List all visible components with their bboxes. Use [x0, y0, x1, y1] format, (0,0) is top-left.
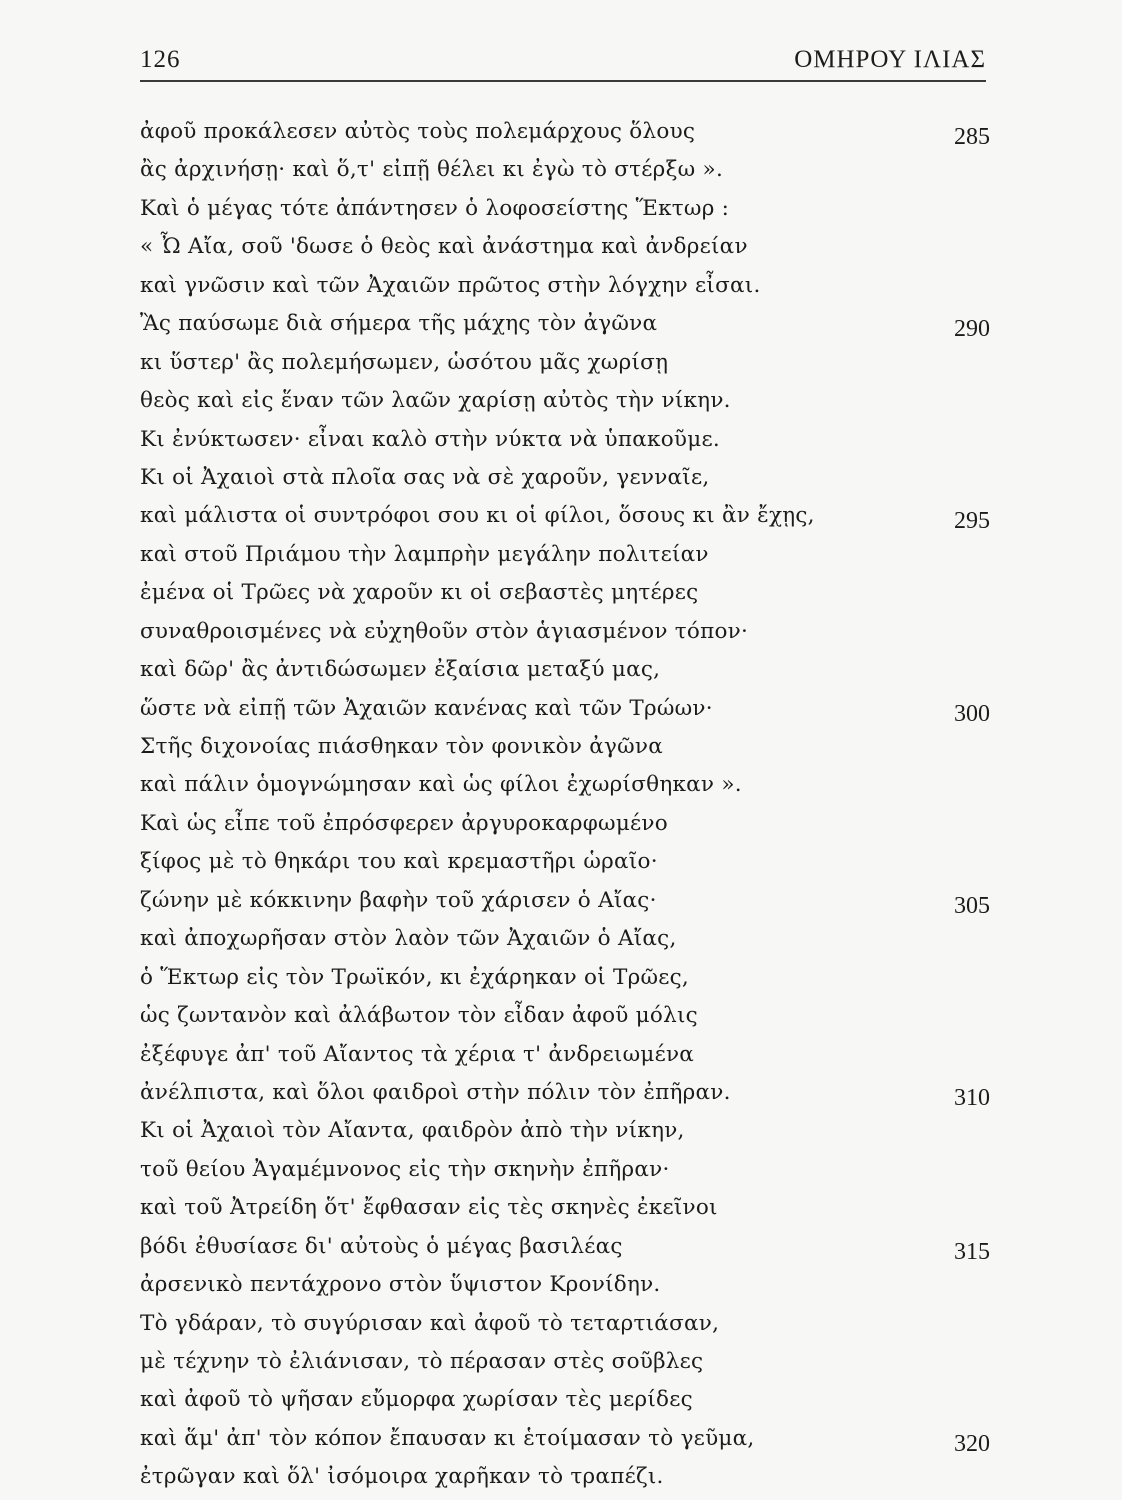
- verse-text: καὶ δῶρ' ἂς ἀντιδώσωμεν ἐξαίσια μεταξύ μας,: [140, 657, 661, 683]
- verse-text: καὶ μάλιστα οἱ συντρόφοι σου κι οἱ φίλοι, ὅσους κι ἂν ἔχῃς,: [140, 503, 815, 529]
- verse-line: [140, 1420, 990, 1458]
- verse-line: [140, 728, 990, 766]
- line-number: 300: [954, 700, 990, 727]
- verse-line: [140, 882, 990, 920]
- verse-line: [140, 421, 990, 459]
- verse-text: συναθροισμένες νὰ εὐχηθοῦν στὸν ἁγιασμένον τόπον·: [140, 618, 749, 644]
- verse-text: ἂς ἀρχινήσῃ· καὶ ὅ,τ' εἰπῇ θέλει κι ἐγὼ τὸ στέρξω ».: [140, 157, 724, 183]
- verse-line: [140, 344, 990, 382]
- verse-text: τοῦ θείου Ἀγαμέμνονος εἰς τὴν σκηνὴν ἐπῆραν·: [140, 1156, 670, 1182]
- verse-text: ὁ Ἕκτωρ εἰς τὸν Τρωϊκόν, κι ἐχάρηκαν οἱ Τρῶες,: [140, 964, 690, 990]
- verse-line: [140, 1381, 990, 1419]
- verse-text: μὲ τέχνην τὸ ἐλιάνισαν, τὸ πέρασαν στὲς σοῦβλες: [140, 1349, 704, 1374]
- verse-text: Καὶ ὡς εἶπε τοῦ ἐπρόσφερεν ἀργυροκαρφωμένο: [140, 810, 668, 836]
- verse-text: ξίφος μὲ τὸ θηκάρι του καὶ κρεμαστῆρι ὡραῖο·: [140, 849, 658, 875]
- verse-line: [140, 1074, 990, 1112]
- page-number: 126: [140, 46, 181, 73]
- verse-line: [140, 690, 990, 728]
- verse-line: [140, 190, 990, 228]
- running-header: [140, 40, 986, 82]
- verse-text: Τὸ γδάραν, τὸ συγύρισαν καὶ ἀφοῦ τὸ τεταρτιάσαν,: [140, 1310, 720, 1336]
- verse-line: [140, 613, 990, 651]
- verse-text: Ἂς παύσωμε διὰ σήμερα τῆς μάχης τὸν ἀγῶνα: [140, 311, 658, 337]
- verse-line: [140, 267, 990, 305]
- verse-text: Κι ἐνύκτωσεν· εἶναι καλὸ στὴν νύκτα νὰ ὑπακοῦμε.: [140, 426, 720, 452]
- line-number: 290: [954, 316, 990, 343]
- verse-line: [140, 1036, 990, 1074]
- verse-text: ὡς ζωντανὸν καὶ ἀλάβωτον τὸν εἶδαν ἀφοῦ μόλις: [140, 1003, 698, 1029]
- running-title: ΟΜΗΡΟΥ ΙΛΙΑΣ: [794, 46, 986, 73]
- verse-text: κι ὕστερ' ἂς πολεμήσωμεν, ὡσότου μᾶς χωρίσῃ: [140, 349, 669, 375]
- verse-text: Στῆς διχονοίας πιάσθηκαν τὸν φονικὸν ἀγῶνα: [140, 734, 663, 759]
- verse-text: ζώνην μὲ κόκκινην βαφὴν τοῦ χάρισεν ὁ Αἴας·: [140, 887, 657, 913]
- verse-line: [140, 497, 990, 535]
- verse-text: ἐτρῶγαν καὶ ὅλ' ἰσόμοιρα χαρῆκαν τὸ τραπέζι.: [140, 1464, 664, 1490]
- verse-text: ἐμένα οἱ Τρῶες νὰ χαροῦν κι οἱ σεβαστὲς μητέρες: [140, 580, 699, 606]
- verse-line: [140, 1458, 990, 1496]
- line-number: 320: [954, 1430, 990, 1457]
- verse-text: καὶ ἀφοῦ τὸ ψῆσαν εὔμορφα χωρίσαν τὲς μερίδες: [140, 1387, 693, 1413]
- verse-line: [140, 113, 990, 151]
- verse-text: Κι οἱ Ἀχαιοὶ στὰ πλοῖα σας νὰ σὲ χαροῦν, γενναῖε,: [140, 464, 710, 490]
- verse-line: [140, 1151, 990, 1189]
- verse-line: [140, 766, 990, 804]
- verse-line: [140, 805, 990, 843]
- verse-line: [140, 1228, 990, 1266]
- verse-line: [140, 305, 990, 343]
- verse-text: Κι οἱ Ἀχαιοὶ τὸν Αἴαντα, φαιδρὸν ἀπὸ τὴν νίκην,: [140, 1118, 685, 1144]
- verse-block: [140, 113, 990, 1497]
- verse-line: [140, 959, 990, 997]
- line-number: 310: [954, 1084, 990, 1111]
- verse-line: [140, 1112, 990, 1150]
- verse-text: « Ὦ Αἴα, σοῦ 'δωσε ὁ θεὸς καὶ ἀνάστημα καὶ ἀνδρείαν: [140, 234, 748, 260]
- verse-text: ἀνέλπιστα, καὶ ὅλοι φαιδροὶ στὴν πόλιν τὸν ἐπῆραν.: [140, 1079, 731, 1105]
- verse-line: [140, 1266, 990, 1304]
- verse-text: καὶ πάλιν ὁμογνώμησαν καὶ ὡς φίλοι ἐχωρίσθηκαν ».: [140, 772, 742, 798]
- verse-line: [140, 1305, 990, 1343]
- verse-text: Καὶ ὁ μέγας τότε ἀπάντησεν ὁ λοφοσείστης Ἕκτωρ :: [140, 195, 730, 221]
- verse-text: καὶ ἅμ' ἀπ' τὸν κόπον ἔπαυσαν κι ἑτοίμασαν τὸ γεῦμα,: [140, 1425, 755, 1451]
- line-number: 295: [954, 508, 990, 535]
- verse-line: [140, 997, 990, 1035]
- verse-text: ἐξέφυγε ἀπ' τοῦ Αἴαντος τὰ χέρια τ' ἀνδρειωμένα: [140, 1041, 695, 1067]
- line-number: 305: [954, 892, 990, 919]
- verse-text: καὶ γνῶσιν καὶ τῶν Ἀχαιῶν πρῶτος στὴν λόγχην εἶσαι.: [140, 272, 761, 298]
- verse-text: καὶ στοῦ Πριάμου τὴν λαμπρὴν μεγάλην πολιτείαν: [140, 541, 709, 567]
- verse-line: [140, 920, 990, 958]
- verse-line: [140, 459, 990, 497]
- verse-text: βόδι ἐθυσίασε δι' αὐτοὺς ὁ μέγας βασιλέας: [140, 1233, 623, 1259]
- verse-text: καὶ ἀποχωρῆσαν στὸν λαὸν τῶν Ἀχαιῶν ὁ Αἴας,: [140, 926, 677, 952]
- verse-line: [140, 1189, 990, 1227]
- verse-line: [140, 382, 990, 420]
- verse-text: ἀφοῦ προκάλεσεν αὐτὸς τοὺς πολεμάρχους ὅλους: [140, 119, 696, 144]
- verse-line: [140, 536, 990, 574]
- verse-text: καὶ τοῦ Ἀτρείδη ὅτ' ἔφθασαν εἰς τὲς σκηνὲς ἐκεῖνοι: [140, 1195, 718, 1221]
- line-number: 285: [954, 124, 990, 150]
- verse-text: θεὸς καὶ εἰς ἕναν τῶν λαῶν χαρίσῃ αὐτὸς τὴν νίκην.: [140, 388, 731, 414]
- verse-text: ἀρσενικὸ πεντάχρονο στὸν ὕψιστον Κρονίδην.: [140, 1272, 661, 1298]
- verse-line: [140, 651, 990, 689]
- verse-line: [140, 843, 990, 881]
- verse-line: [140, 151, 990, 189]
- verse-line: [140, 574, 990, 612]
- verse-text: ὥστε νὰ εἰπῇ τῶν Ἀχαιῶν κανένας καὶ τῶν Τρώων·: [140, 695, 713, 721]
- verse-line: [140, 228, 990, 266]
- line-number: 315: [954, 1238, 990, 1265]
- verse-line: [140, 1343, 990, 1381]
